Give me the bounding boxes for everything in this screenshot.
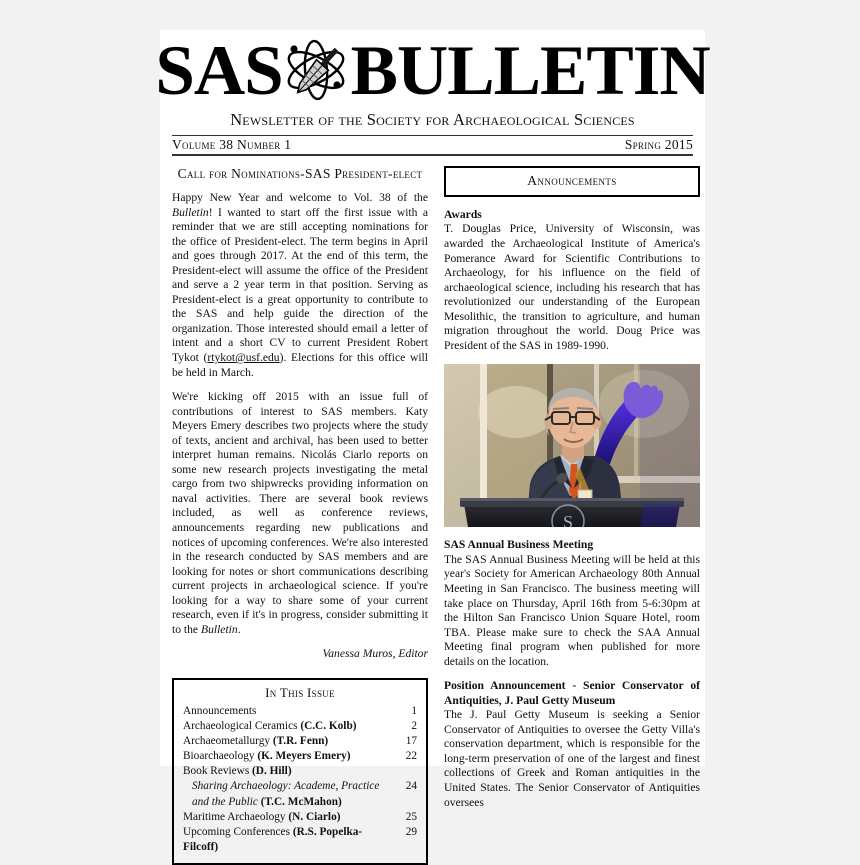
toc-entry-author: (D. Hill) (252, 765, 292, 778)
svg-text:S: S (562, 512, 574, 528)
awards-text: T. Douglas Price, University of Wisconsin, was awarded the Archaeological Institute of America's Pomerance Award for Scientific Contributions to Archaeology, for his influence on the field of archaeological science, including his research that has revolutionized our understanding of the European Mesolithic, the transition to agriculture, and human migration throughout the world. Doug Price was President of the SAS in 1989-1990. (444, 222, 700, 352)
toc-entry-title: Book Reviews (183, 765, 253, 778)
para2-bulletin-italic: Bulletin (200, 622, 238, 636)
in-this-issue-title: In This Issue (265, 685, 335, 701)
para2-part-b: . (237, 622, 241, 636)
toc-entry-label (183, 749, 403, 764)
masthead-title (155, 32, 710, 111)
toc-entry-title: Archaeological Ceramics (183, 720, 301, 733)
position-announcement-text: The J. Paul Getty Museum is seeking a Senior Conservator of Antiquities to oversee the Getty Villa's conservation department, which is responsible for the long-term preservation of one of the largest and finest collections of Greek and Roman antiquities in the United States. The Senior Conservator of Antiquities oversees (444, 708, 700, 809)
toc-entry[interactable] (183, 719, 417, 734)
para1-part-b: ! I wanted to start off the first issue with a reminder that we are still accepting nominations for the office of President-elect. The term begins in April and goes through 2017. At the end of this term, the President-elect will assume the office of the President and serve a 2 year term in that position. Serving as President-elect is a great opportunity to contribute to the SAS and help guide the direction of the organization. Those interested should email a letter of intent and a short CV to current President Robert Tykot ( (172, 205, 428, 365)
position-announcement-heading: Position Announcement - Senior Conservator of Antiquities, J. Paul Getty Museum (444, 679, 700, 707)
toc-entry-label (183, 704, 403, 719)
toc-entry-label (183, 810, 403, 825)
masthead (155, 30, 710, 130)
editorial-paragraph-2 (172, 390, 428, 637)
toc-entry-label (183, 719, 403, 734)
announcements-title: Announcements (527, 173, 617, 188)
toc-entry-author: (K. Meyers Emery) (257, 750, 351, 763)
toc-entry-author: (C.C. Kolb) (300, 720, 357, 733)
toc-entry-title: Announcements (183, 705, 257, 718)
issue-line (172, 135, 693, 156)
right-column (444, 166, 700, 865)
editor-signature: Vanessa Muros, Editor (322, 647, 428, 661)
para1-part-a: Happy New Year and welcome to Vol. 38 of the (172, 191, 428, 204)
toc-entry-page: 1 (411, 705, 417, 718)
toc-entry-title-italic: and the Public (192, 795, 261, 808)
editorial-paragraph-1 (172, 191, 428, 380)
issue-season: Spring 2015 (624, 137, 693, 152)
announcements-box (444, 166, 700, 197)
call-for-nominations-heading: Call for Nominations-SAS President-elect (177, 166, 423, 181)
awards-heading: Awards (444, 208, 482, 221)
toc-entry-page: 2 (411, 720, 417, 733)
table-of-contents (183, 704, 417, 854)
toc-entry-title: Bioarchaeology (183, 750, 258, 763)
toc-entry-author: (T.R. Fenn) (272, 735, 329, 748)
para1-part-c: ). Elections for this office will be held in March. (172, 351, 428, 379)
toc-entry[interactable] (183, 704, 417, 719)
speaker-at-podium-photo (444, 364, 700, 527)
para2-part-a: We're kicking off 2015 with an issue full of contributions of interest to SAS members. Katy Meyers Emery describes two projects where the study of texts, ancient and archival, has been used to better interpret human remains. Nicolás Ciarlo reports on some new research projects investigating the metal cargo from two shipwrecks providing information on naval activities. There are several book reviews included, as well as conference reviews, announcements regarding new publications and notices of upcoming conferences. We're also interested in the research conducted by SAS members and are looking for notes or short communications describing current projects in archaeological science. If you're looking for a way to share some of your current research, even if it's in progress, consider submitting it to the (172, 390, 428, 636)
business-meeting-text: The SAS Annual Business Meeting will be held at this year's Society for American Archaeology 80th Annual Meeting in San Francisco. The business meeting will take place on Thursday, April 16th from 5-6:30pm at the Hilton San Francisco Union Square Hotel, room TBA. Please make sure to check the SAA Annual Meeting final program when published for more details on the location. (444, 552, 700, 668)
president-email-link[interactable]: rtykot@usf.edu (207, 351, 280, 365)
toc-entry[interactable] (183, 734, 417, 749)
content-columns (160, 156, 705, 865)
toc-entry-label (183, 779, 403, 794)
toc-entry-page: 25 (405, 810, 417, 823)
left-column (172, 166, 428, 865)
toc-entry-title: Maritime Archaeology (183, 810, 289, 823)
toc-entry-author: (T.C. McMahon) (260, 795, 342, 808)
business-meeting-heading: SAS Annual Business Meeting (444, 538, 594, 552)
toc-entry-page: 22 (405, 750, 417, 763)
toc-entry-title: Upcoming Conferences (183, 825, 293, 838)
toc-entry[interactable] (183, 779, 417, 794)
toc-entry[interactable] (183, 810, 417, 825)
toc-entry[interactable] (183, 764, 417, 779)
toc-entry-page: 24 (405, 780, 417, 793)
toc-entry-label (183, 764, 403, 779)
toc-entry[interactable] (183, 749, 417, 764)
toc-entry[interactable] (183, 825, 417, 855)
toc-entry-label (183, 795, 403, 810)
in-this-issue-box (172, 678, 428, 864)
toc-entry-page: 29 (405, 825, 417, 838)
toc-entry-title: Archaeometallurgy (183, 735, 273, 748)
toc-entry-title-italic: Sharing Archaeology: Academe, Practice (192, 780, 380, 793)
toc-entry-author: (N. Ciarlo) (288, 810, 341, 823)
volume-number: Volume 38 Number 1 (172, 137, 292, 152)
para1-bulletin-italic: Bulletin (172, 205, 209, 219)
atom-trowel-emblem-icon (279, 35, 353, 105)
masthead-subtitle: Newsletter of the Society for Archaeological Sciences (230, 110, 635, 129)
toc-entry-label (183, 734, 403, 749)
masthead-title-sas: SAS (155, 32, 283, 111)
toc-entry-page: 17 (405, 735, 417, 748)
toc-entry-author: (R.S. Popelka-Filcoff) (183, 825, 363, 853)
toc-entry[interactable] (183, 795, 417, 810)
masthead-title-bulletin: BULLETIN (350, 32, 710, 111)
newsletter-page (155, 30, 710, 853)
toc-entry-label (183, 825, 403, 855)
